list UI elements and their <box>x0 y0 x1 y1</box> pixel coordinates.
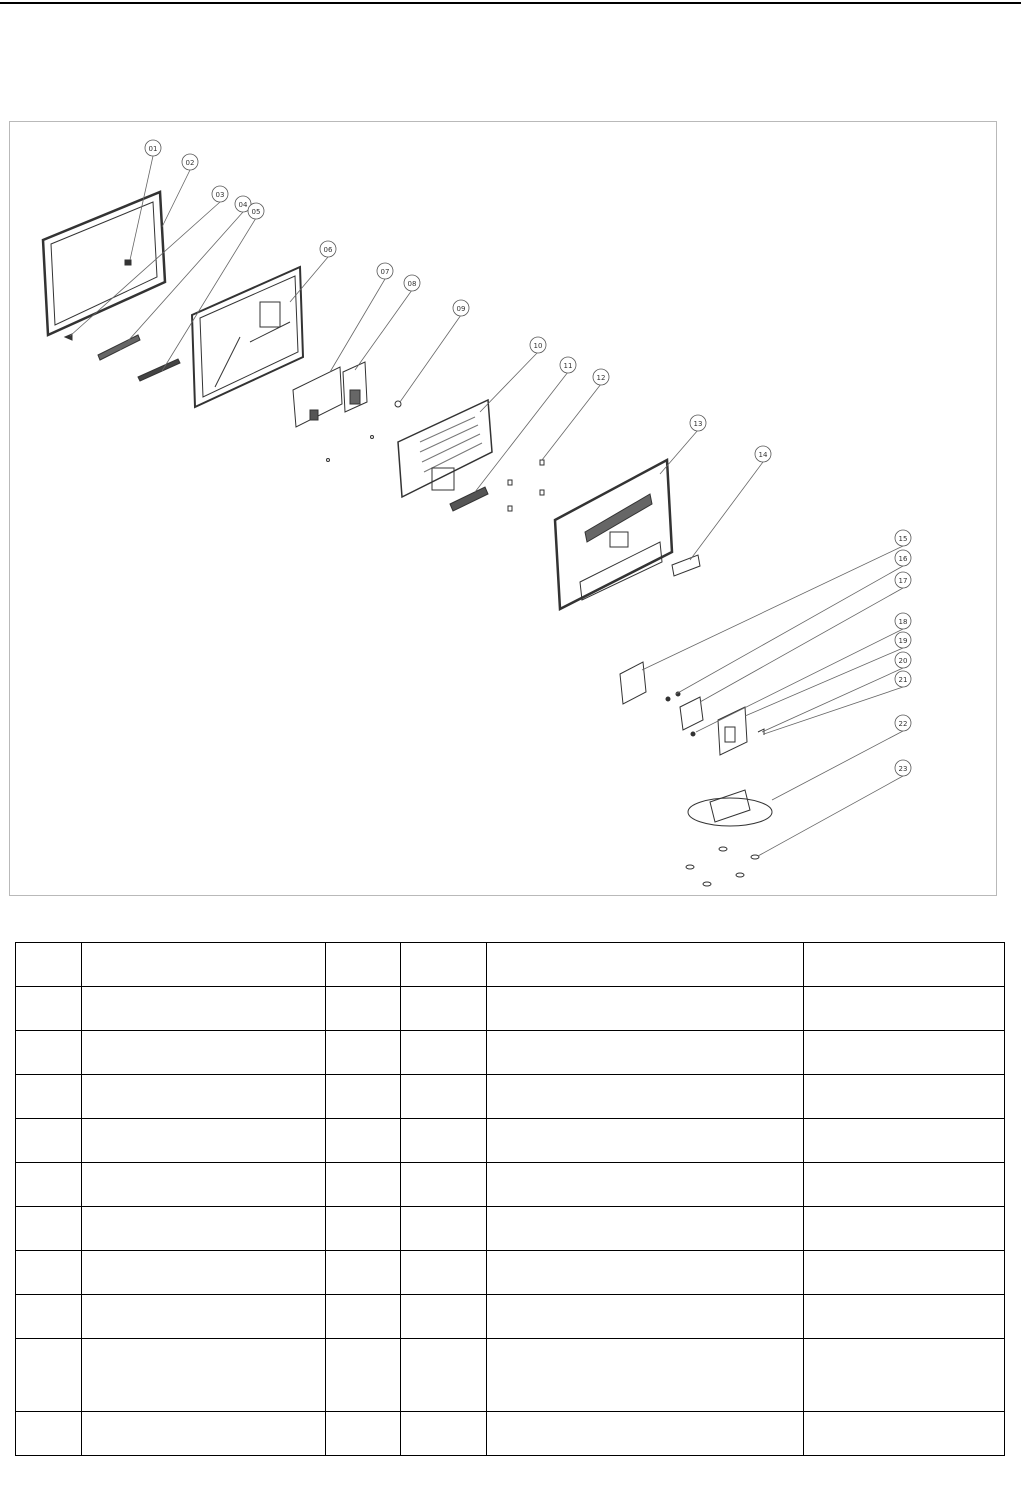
part-17 <box>680 697 703 730</box>
part-front-bezel <box>43 192 165 335</box>
svg-text:08: 08 <box>407 280 417 288</box>
callout-09 <box>453 300 469 316</box>
svg-text:02: 02 <box>185 159 195 167</box>
part-12-clips <box>508 460 544 511</box>
callout-10 <box>530 337 546 353</box>
callout-22 <box>895 715 911 731</box>
table-row <box>16 1119 1005 1163</box>
part-15 <box>620 662 646 704</box>
svg-text:09: 09 <box>456 305 466 313</box>
part-14 <box>672 555 700 576</box>
callout-03 <box>212 186 228 202</box>
svg-text:19: 19 <box>898 637 908 645</box>
table-row-tall <box>16 1339 1005 1412</box>
callout-15 <box>895 530 911 546</box>
part-04 <box>98 335 140 360</box>
callout-08 <box>404 275 420 291</box>
table-row <box>16 1075 1005 1119</box>
svg-text:06: 06 <box>323 246 333 254</box>
svg-text:14: 14 <box>758 451 768 459</box>
callout-05 <box>248 203 264 219</box>
svg-text:13: 13 <box>693 420 703 428</box>
exploded-view-diagram <box>9 121 997 896</box>
part-back-cover <box>555 460 672 609</box>
table-header-row <box>16 943 1005 987</box>
svg-text:16: 16 <box>898 555 908 563</box>
svg-text:04: 04 <box>238 201 248 209</box>
part-middle-frame <box>192 267 303 407</box>
svg-text:21: 21 <box>898 676 908 684</box>
callout-06 <box>320 241 336 257</box>
part-05 <box>138 359 180 381</box>
svg-text:22: 22 <box>898 720 908 728</box>
top-rule <box>0 2 1021 4</box>
callout-02 <box>182 154 198 170</box>
svg-text:15: 15 <box>898 535 908 543</box>
part-base <box>688 790 772 826</box>
svg-text:01: 01 <box>148 145 158 153</box>
table-row <box>16 1031 1005 1075</box>
callout-21 <box>895 671 911 687</box>
leader-lines <box>70 156 903 856</box>
callout-01 <box>145 140 161 156</box>
svg-text:03: 03 <box>215 191 225 199</box>
exploded-view-drawing <box>10 122 998 897</box>
svg-text:20: 20 <box>898 657 908 665</box>
parts-table <box>15 942 1005 1456</box>
callout-13 <box>690 415 706 431</box>
callout-20 <box>895 652 911 668</box>
callout-14 <box>755 446 771 462</box>
svg-text:05: 05 <box>251 208 261 216</box>
part-23-feet <box>686 847 759 886</box>
callout-18 <box>895 613 911 629</box>
callout-16 <box>895 550 911 566</box>
svg-text:11: 11 <box>563 362 573 370</box>
part-shield <box>398 400 492 497</box>
callout-balloons <box>145 140 911 776</box>
part-21 <box>758 729 764 735</box>
callout-11 <box>560 357 576 373</box>
callout-19 <box>895 632 911 648</box>
table-row <box>16 1412 1005 1456</box>
part-11 <box>450 487 488 511</box>
screw-b <box>327 459 330 462</box>
callout-23 <box>895 760 911 776</box>
table-row <box>16 1207 1005 1251</box>
svg-text:17: 17 <box>898 577 908 585</box>
callout-07 <box>377 263 393 279</box>
callout-12 <box>593 369 609 385</box>
svg-text:10: 10 <box>533 342 543 350</box>
table-row <box>16 1163 1005 1207</box>
svg-text:07: 07 <box>380 268 390 276</box>
svg-text:18: 18 <box>898 618 908 626</box>
part-main-board <box>293 367 342 427</box>
callout-17 <box>895 572 911 588</box>
svg-text:23: 23 <box>898 765 908 773</box>
svg-text:12: 12 <box>596 374 606 382</box>
part-16a <box>666 697 670 701</box>
screw-a <box>371 436 374 439</box>
table-row <box>16 1251 1005 1295</box>
part-18 <box>691 732 695 736</box>
table-row <box>16 1295 1005 1339</box>
table-row <box>16 987 1005 1031</box>
